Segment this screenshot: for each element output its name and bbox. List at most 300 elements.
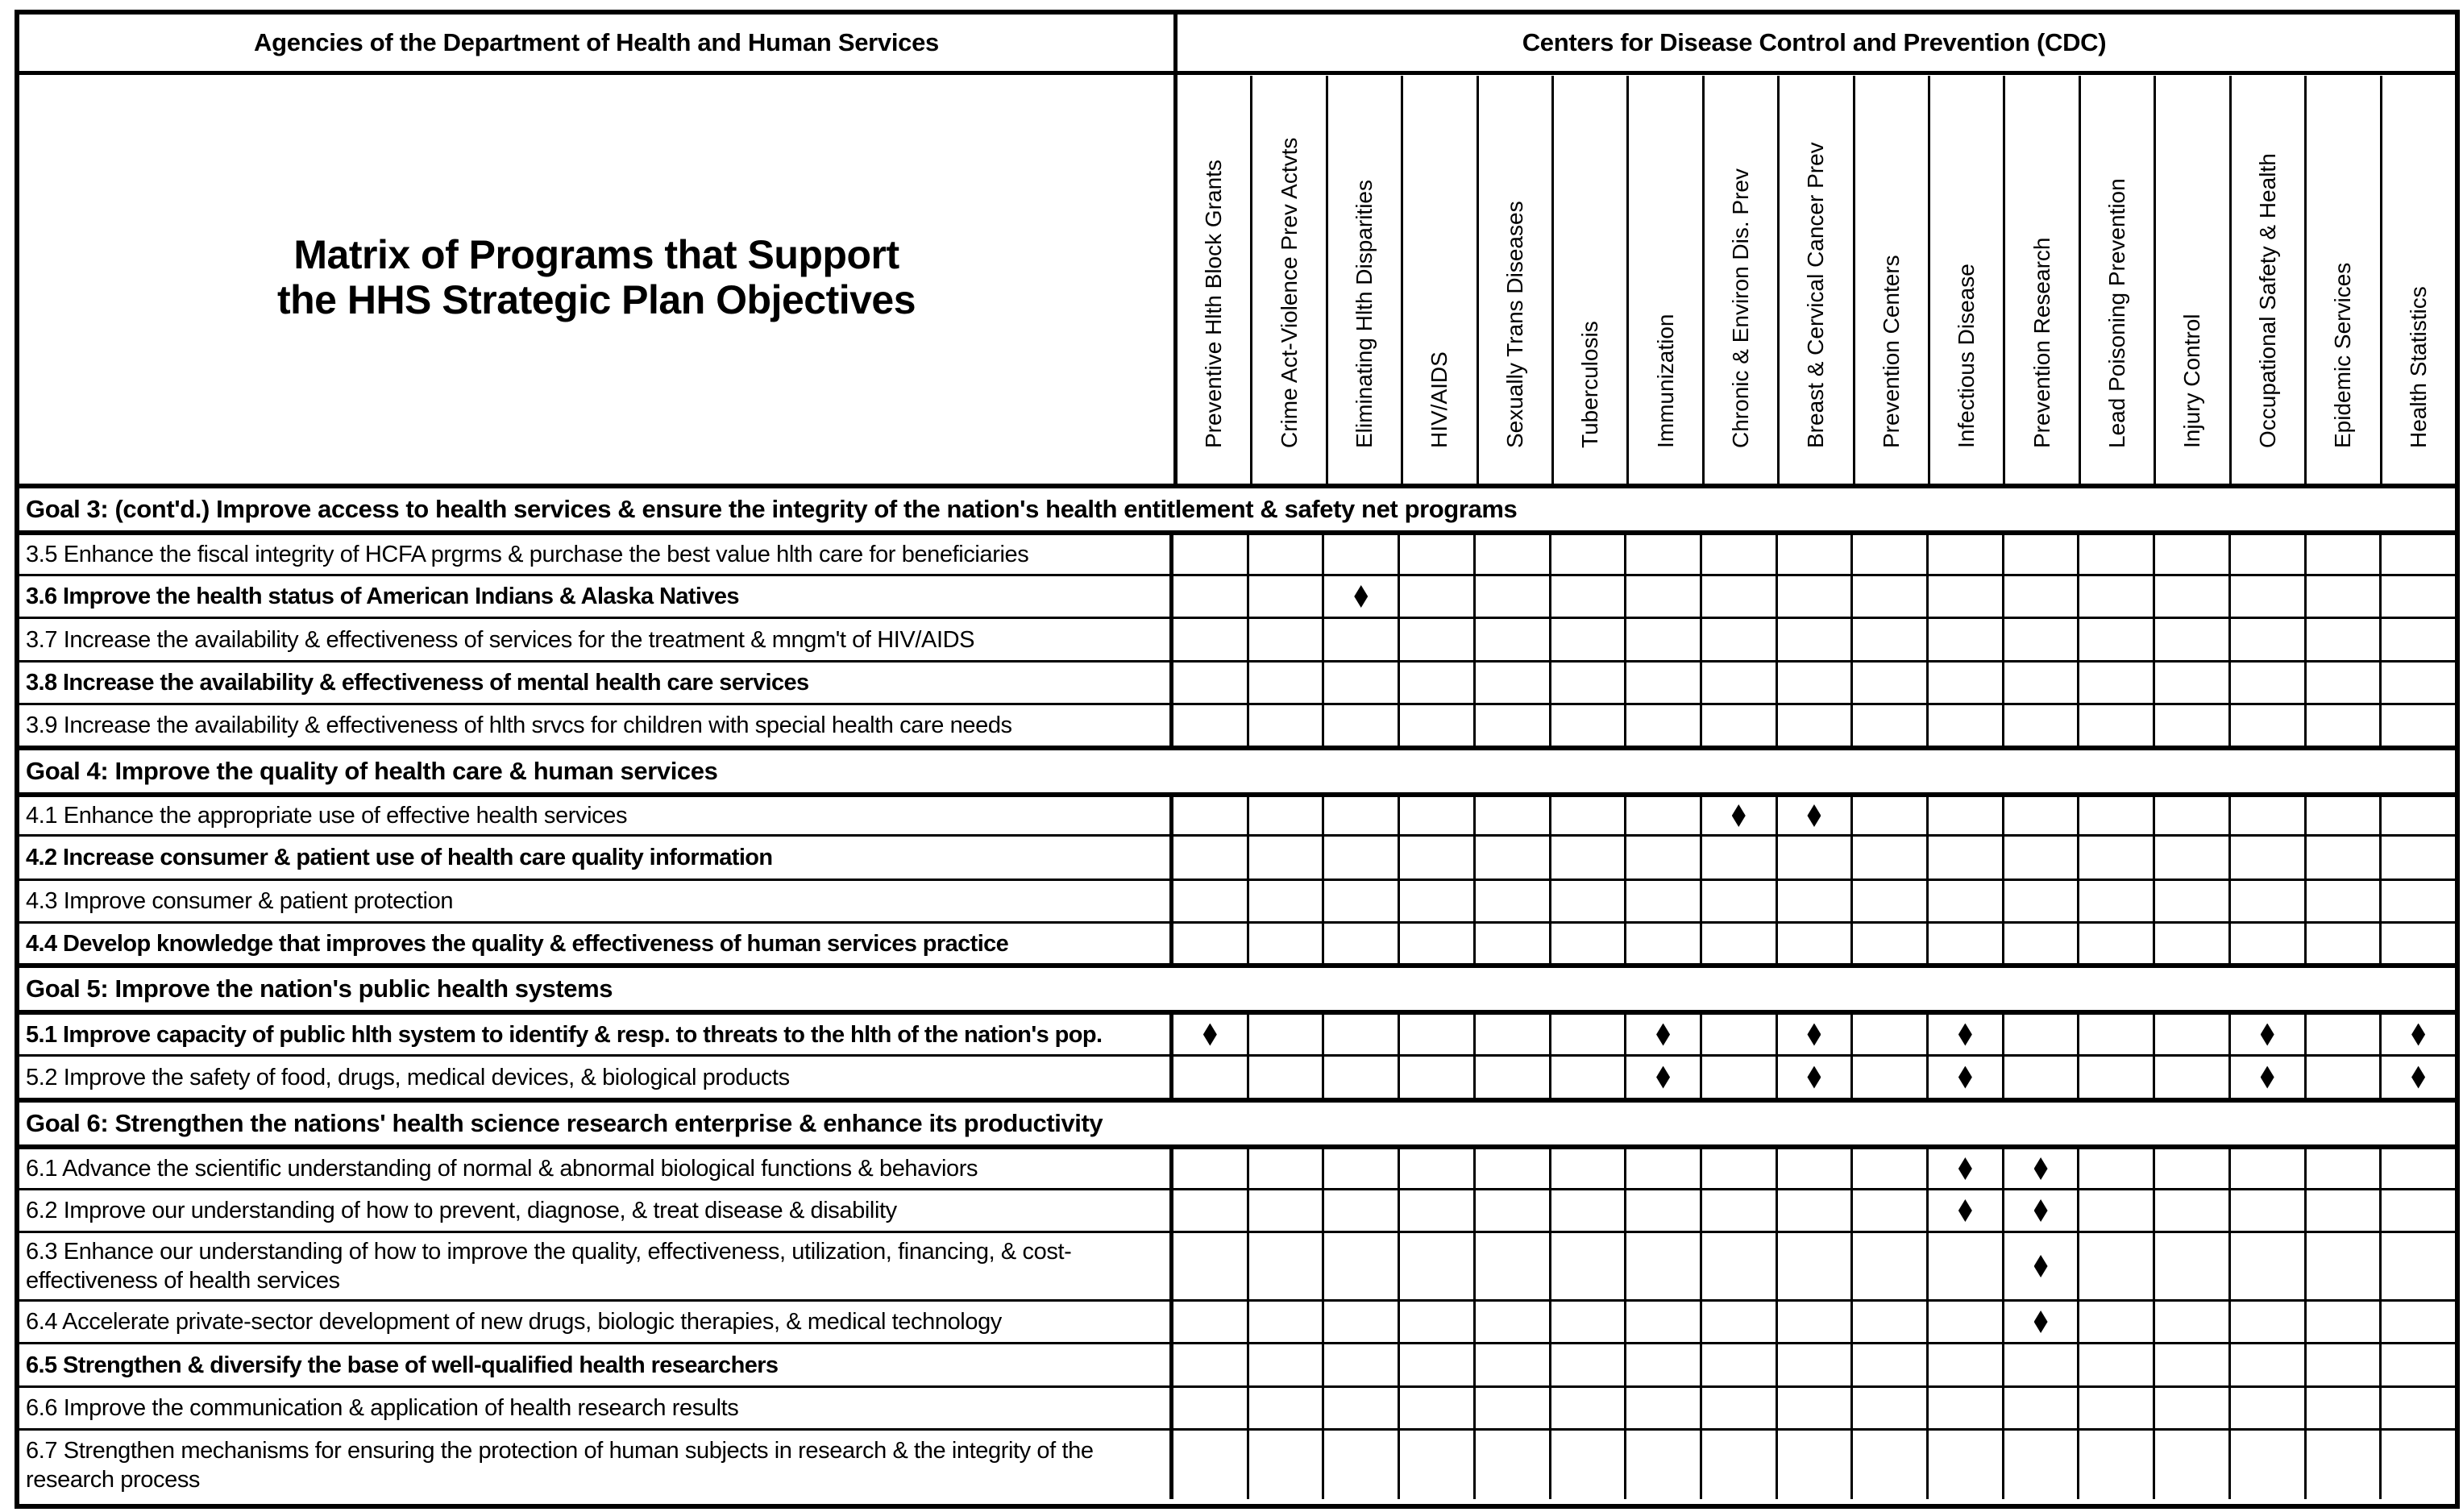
matrix-cell (1926, 881, 2002, 921)
objective-row (19, 1428, 2455, 1499)
matrix-cell (1776, 663, 1851, 703)
column-header-label: Health Statistics (2405, 286, 2431, 448)
diamond-icon (1958, 1024, 1972, 1046)
matrix-cell (1398, 535, 1473, 574)
matrix-cell (1473, 535, 1549, 574)
matrix-cell (1700, 705, 1776, 746)
matrix-cell (2153, 1015, 2228, 1054)
matrix-cell (1776, 881, 1851, 921)
matrix-cell (2077, 1431, 2153, 1499)
objective-row (19, 1144, 2455, 1188)
matrix-cell (2228, 1190, 2304, 1231)
matrix-cell (1398, 705, 1473, 746)
matrix-cell (2304, 1190, 2380, 1231)
objective-label: 6.6 Improve the communication & application of health research results (19, 1388, 1173, 1428)
matrix-cell (2304, 1302, 2380, 1342)
matrix-cell (1549, 663, 1625, 703)
matrix-cell (1322, 576, 1398, 617)
matrix-cell (1398, 1388, 1473, 1428)
matrix-title-line2: the HHS Strategic Plan Objectives (276, 277, 916, 322)
matrix-cell (2153, 1431, 2228, 1499)
matrix-cell (2002, 1344, 2078, 1385)
matrix-cell (1247, 1057, 1323, 1098)
matrix-cell (1776, 1344, 1851, 1385)
matrix-cell (1398, 1431, 1473, 1499)
objective-label: 3.8 Increase the availability & effectiveness of mental health care services (19, 663, 1173, 703)
cdc-header: Centers for Disease Control and Prevention (CDC) (1522, 28, 2107, 56)
matrix-cell (2228, 1388, 2304, 1428)
matrix-cell (2002, 1388, 2078, 1428)
matrix-cell (2153, 1233, 2228, 1299)
matrix-cell (1398, 1233, 1473, 1299)
matrix-cell (2153, 837, 2228, 879)
matrix-cell (1850, 1302, 1926, 1342)
diamond-icon (2411, 1066, 2425, 1089)
column-header-label: Tuberculosis (1577, 321, 1603, 448)
matrix-cell (1926, 1388, 2002, 1428)
column-header (1853, 76, 1928, 484)
matrix-cell (1247, 1149, 1323, 1188)
matrix-cell (1549, 797, 1625, 834)
matrix-cell (1549, 1149, 1625, 1188)
matrix-cell (1173, 881, 1247, 921)
matrix-cell (1624, 1057, 1700, 1098)
objective-row (19, 879, 2455, 921)
matrix-cell (1173, 1057, 1247, 1098)
matrix-cell (2379, 1302, 2455, 1342)
matrix-cell (1173, 576, 1247, 617)
matrix-cell (1247, 1344, 1323, 1385)
matrix-title-line1: Matrix of Programs that Support (293, 232, 899, 277)
matrix-cell (2228, 1431, 2304, 1499)
objective-row (19, 792, 2455, 834)
matrix-cell (1624, 881, 1700, 921)
matrix-cell (1776, 797, 1851, 834)
matrix-cell (1850, 1431, 1926, 1499)
matrix-cell (2153, 924, 2228, 963)
matrix-cell (2304, 924, 2380, 963)
matrix-cell (1398, 797, 1473, 834)
column-header (1702, 76, 1777, 484)
header-divider (19, 71, 2455, 75)
objective-label: 4.4 Develop knowledge that improves the quality & effectiveness of human services practice (19, 924, 1173, 963)
matrix-cell (2077, 1190, 2153, 1231)
column-header (1178, 76, 1250, 484)
column-header-label: Occupational Safety & Health (2254, 153, 2280, 448)
matrix-cell (1850, 705, 1926, 746)
matrix-cell (2228, 1233, 2304, 1299)
objective-label: 5.2 Improve the safety of food, drugs, medical devices, & biological products (19, 1057, 1173, 1098)
matrix-cell (1247, 576, 1323, 617)
matrix-title (19, 232, 1173, 322)
diamond-icon (1958, 1066, 1972, 1089)
matrix-cell (2002, 1015, 2078, 1054)
diamond-icon (2034, 1311, 2048, 1333)
matrix-cell (1549, 619, 1625, 660)
goal-header: Goal 5: Improve the nation's public health systems (19, 963, 2455, 1010)
matrix-cell (1776, 1149, 1851, 1188)
matrix-cell (1322, 1149, 1398, 1188)
objective-label: 6.2 Improve our understanding of how to prevent, diagnose, & treat disease & disability (19, 1190, 1173, 1231)
diamond-icon (1958, 1199, 1972, 1222)
program-cells (1173, 1057, 2455, 1098)
program-cells (1173, 837, 2455, 879)
diamond-icon (1656, 1066, 1670, 1089)
matrix-cell (2228, 705, 2304, 746)
matrix-cell (1850, 576, 1926, 617)
matrix-cell (1624, 1149, 1700, 1188)
matrix-cell (2379, 1233, 2455, 1299)
program-cells (1173, 797, 2455, 834)
diamond-icon (2411, 1024, 2425, 1046)
program-cells (1173, 881, 2455, 921)
matrix-cell (2077, 535, 2153, 574)
objective-label: 3.6 Improve the health status of American Indians & Alaska Natives (19, 576, 1173, 617)
matrix-cell (2228, 1057, 2304, 1098)
matrix-cell (1700, 1057, 1776, 1098)
goal-header: Goal 3: (cont'd.) Improve access to health services & ensure the integrity of the nation's health entitlement & safety net programs (19, 484, 2455, 530)
matrix-cell (2228, 619, 2304, 660)
matrix-cell (2228, 1015, 2304, 1054)
matrix-cell (2153, 1057, 2228, 1098)
matrix-cell (1247, 881, 1323, 921)
matrix-cell (2153, 1302, 2228, 1342)
objective-row (19, 703, 2455, 746)
matrix-cell (1247, 663, 1323, 703)
diamond-icon (1958, 1157, 1972, 1180)
program-cells (1173, 1149, 2455, 1188)
matrix-cell (2379, 619, 2455, 660)
column-header (2304, 76, 2379, 484)
matrix-cell (2304, 881, 2380, 921)
matrix-cell (1549, 1015, 1625, 1054)
matrix-cell (1926, 1431, 2002, 1499)
matrix-cell (1173, 705, 1247, 746)
matrix-cell (1776, 1431, 1851, 1499)
matrix-cell (2077, 837, 2153, 879)
matrix-cell (2304, 535, 2380, 574)
agencies-header: Agencies of the Department of Health and Human Services (254, 28, 939, 56)
matrix-cell (1398, 1057, 1473, 1098)
diamond-icon (1807, 1024, 1821, 1046)
matrix-cell (2304, 576, 2380, 617)
matrix-cell (1926, 705, 2002, 746)
matrix-cell (2002, 924, 2078, 963)
matrix-cell (1173, 837, 1247, 879)
program-cells (1173, 1233, 2455, 1299)
matrix-cell (2002, 663, 2078, 703)
matrix-cell (1850, 837, 1926, 879)
matrix-cell (1322, 1388, 1398, 1428)
matrix-cell (1850, 1190, 1926, 1231)
objective-row (19, 1299, 2455, 1342)
matrix-cell (1549, 1302, 1625, 1342)
matrix-cell (1247, 837, 1323, 879)
matrix-cell (2304, 1431, 2380, 1499)
column-header-label: HIV/AIDS (1427, 351, 1452, 448)
matrix-cell (1776, 837, 1851, 879)
matrix-cell (1700, 1344, 1776, 1385)
matrix-cell (1850, 619, 1926, 660)
column-header-label: Prevention Centers (1878, 255, 1904, 448)
column-header (1777, 76, 1852, 484)
matrix-cell (1700, 663, 1776, 703)
matrix-cell (1398, 837, 1473, 879)
matrix-cell (1322, 1057, 1398, 1098)
matrix-cell (1624, 1015, 1700, 1054)
matrix-cell (1398, 1015, 1473, 1054)
matrix-cell (1624, 619, 1700, 660)
diamond-icon (1203, 1024, 1217, 1046)
column-header-label: Breast & Cervical Cancer Prev (1803, 142, 1829, 448)
matrix-cell (1473, 1431, 1549, 1499)
matrix-cell (1776, 576, 1851, 617)
matrix-cell (2379, 1431, 2455, 1499)
matrix-cell (1398, 1344, 1473, 1385)
matrix-cell (1473, 797, 1549, 834)
matrix-cell (1624, 1233, 1700, 1299)
matrix-cell (1322, 1344, 1398, 1385)
matrix-cell (1247, 619, 1323, 660)
matrix-cell (1700, 1431, 1776, 1499)
matrix-cell (1549, 1431, 1625, 1499)
matrix-cell (1850, 1233, 1926, 1299)
column-header (1928, 76, 2003, 484)
matrix-cell (1776, 1233, 1851, 1299)
matrix-cell (2077, 1233, 2153, 1299)
objective-label: 6.1 Advance the scientific understanding of normal & abnormal biological functions & behaviors (19, 1149, 1173, 1188)
matrix-cell (2077, 663, 2153, 703)
objective-label: 6.5 Strengthen & diversify the base of well-qualified health researchers (19, 1344, 1173, 1385)
matrix-cell (1549, 1190, 1625, 1231)
matrix-cell (1473, 1344, 1549, 1385)
matrix-cell (2379, 705, 2455, 746)
matrix-cell (2379, 1015, 2455, 1054)
objective-row (19, 1342, 2455, 1385)
column-header (1401, 76, 1476, 484)
matrix-cell (1398, 1302, 1473, 1342)
program-cells (1173, 619, 2455, 660)
matrix-cell (1173, 535, 1247, 574)
matrix-cell (1776, 1015, 1851, 1054)
matrix-cell (1322, 705, 1398, 746)
matrix-cell (1173, 797, 1247, 834)
matrix-cell (2002, 837, 2078, 879)
program-cells (1173, 924, 2455, 963)
matrix-cell (1850, 663, 1926, 703)
column-header (2229, 76, 2304, 484)
objective-row (19, 574, 2455, 617)
matrix-cell (1776, 1057, 1851, 1098)
matrix-cell (2379, 663, 2455, 703)
objective-label: 5.1 Improve capacity of public hlth system to identify & resp. to threats to the hlth of the nation's pop. (19, 1015, 1173, 1054)
program-cells (1173, 535, 2455, 574)
matrix-cell (1926, 1057, 2002, 1098)
program-cells (1173, 705, 2455, 746)
matrix-cell (1473, 1057, 1549, 1098)
matrix-cell (1549, 1233, 1625, 1299)
objective-label: 6.4 Accelerate private-sector development of new drugs, biologic therapies, & medical technology (19, 1302, 1173, 1342)
matrix-cell (2002, 576, 2078, 617)
matrix-cell (1776, 1388, 1851, 1428)
goal-header: Goal 6: Strengthen the nations' health science research enterprise & enhance its productivity (19, 1098, 2455, 1144)
objective-label: 4.2 Increase consumer & patient use of health care quality information (19, 837, 1173, 879)
matrix-cell (2002, 1302, 2078, 1342)
matrix-cell (2153, 619, 2228, 660)
matrix-cell (1700, 619, 1776, 660)
column-header (1551, 76, 1626, 484)
matrix-cell (2228, 1149, 2304, 1188)
matrix-cell (2077, 881, 2153, 921)
matrix-cell (1247, 1190, 1323, 1231)
matrix-cell (2077, 1015, 2153, 1054)
matrix-cell (1850, 1057, 1926, 1098)
matrix-cell (2379, 881, 2455, 921)
matrix-cell (2077, 576, 2153, 617)
matrix-cell (1473, 1149, 1549, 1188)
matrix-cell (1549, 1344, 1625, 1385)
matrix-cell (2002, 619, 2078, 660)
matrix-cell (1926, 924, 2002, 963)
matrix-cell (1926, 1190, 2002, 1231)
matrix-cell (1322, 535, 1398, 574)
objective-row (19, 530, 2455, 574)
program-column-headers (1178, 76, 2455, 484)
matrix-cell (1850, 1015, 1926, 1054)
matrix-cell (1926, 1015, 2002, 1054)
column-header-label: Epidemic Services (2330, 262, 2356, 448)
matrix-cell (1624, 924, 1700, 963)
matrix-cell (1549, 535, 1625, 574)
matrix-cell (2002, 881, 2078, 921)
column-header-label: Preventive Hlth Block Grants (1201, 160, 1227, 448)
matrix-cell (2077, 1057, 2153, 1098)
matrix-cell (1700, 881, 1776, 921)
objective-label: 4.3 Improve consumer & patient protection (19, 881, 1173, 921)
matrix-cell (2379, 1388, 2455, 1428)
matrix-cell (2228, 881, 2304, 921)
program-cells (1173, 1344, 2455, 1385)
matrix-cell (1776, 535, 1851, 574)
matrix-cell (1322, 1233, 1398, 1299)
matrix-cell (2379, 1149, 2455, 1188)
objective-row (19, 660, 2455, 703)
matrix-cell (1322, 797, 1398, 834)
matrix-cell (1926, 1233, 2002, 1299)
matrix-cell (1398, 1190, 1473, 1231)
matrix-cell (2379, 576, 2455, 617)
matrix-cell (1173, 1233, 1247, 1299)
column-header (1477, 76, 1551, 484)
matrix-cell (1247, 924, 1323, 963)
objective-label: 6.7 Strengthen mechanisms for ensuring the protection of human subjects in research & the integrity of the research process (19, 1431, 1173, 1499)
matrix-cell (1173, 1149, 1247, 1188)
objective-row (19, 1231, 2455, 1299)
matrix-cell (1926, 535, 2002, 574)
matrix-cell (1473, 881, 1549, 921)
matrix-cell (2077, 1388, 2153, 1428)
matrix-cell (1549, 924, 1625, 963)
matrix-cell (1173, 1388, 1247, 1428)
diamond-icon (2261, 1066, 2274, 1089)
matrix-cell (2379, 535, 2455, 574)
matrix-cell (2153, 881, 2228, 921)
column-header (2380, 76, 2455, 484)
matrix-cell (2153, 1388, 2228, 1428)
objective-row (19, 1054, 2455, 1098)
matrix-cell (2153, 705, 2228, 746)
matrix-cell (1173, 1190, 1247, 1231)
diamond-icon (2034, 1199, 2048, 1222)
column-header-label: Eliminating Hlth Disparities (1352, 179, 1377, 448)
matrix-cell (1624, 705, 1700, 746)
matrix-cell (2228, 576, 2304, 617)
matrix-cell (1473, 1015, 1549, 1054)
matrix-cell (1624, 1431, 1700, 1499)
matrix-cell (2002, 797, 2078, 834)
column-header-label: Prevention Research (2029, 237, 2054, 448)
matrix-cell (2077, 619, 2153, 660)
objective-row (19, 1188, 2455, 1231)
matrix-cell (1398, 924, 1473, 963)
matrix-cell (1700, 1233, 1776, 1299)
matrix-cell (1473, 663, 1549, 703)
matrix-cell (1549, 1388, 1625, 1428)
matrix-cell (2304, 1057, 2380, 1098)
matrix-cell (1624, 797, 1700, 834)
program-cells (1173, 663, 2455, 703)
matrix-cell (1624, 1388, 1700, 1428)
objective-row (19, 834, 2455, 879)
matrix-cell (1624, 663, 1700, 703)
matrix-cell (2304, 1388, 2380, 1428)
matrix-cell (1173, 663, 1247, 703)
matrix-cell (1473, 924, 1549, 963)
matrix-cell (1624, 837, 1700, 879)
matrix-cell (1926, 837, 2002, 879)
objective-row (19, 617, 2455, 660)
matrix-cell (2153, 576, 2228, 617)
matrix-cell (1700, 576, 1776, 617)
matrix-cell (2077, 924, 2153, 963)
matrix-cell (1926, 797, 2002, 834)
matrix-cell (2379, 1344, 2455, 1385)
column-header-label: Crime Act-Violence Prev Actvts (1276, 137, 1302, 448)
matrix-cell (1700, 837, 1776, 879)
matrix-cell (2304, 797, 2380, 834)
matrix-cell (1850, 881, 1926, 921)
matrix-cell (1926, 576, 2002, 617)
matrix-cell (1700, 1388, 1776, 1428)
matrix-cell (1322, 1431, 1398, 1499)
matrix-cell (1624, 576, 1700, 617)
column-header (1626, 76, 1701, 484)
matrix-cell (2153, 1344, 2228, 1385)
matrix-cell (1700, 924, 1776, 963)
column-header (1250, 76, 1325, 484)
matrix-cell (1473, 837, 1549, 879)
matrix-cell (2304, 705, 2380, 746)
matrix-cell (1850, 797, 1926, 834)
matrix-cell (1247, 705, 1323, 746)
matrix-cell (2228, 1344, 2304, 1385)
matrix-cell (1700, 1190, 1776, 1231)
diamond-icon (2034, 1255, 2048, 1277)
matrix-cell (1549, 837, 1625, 879)
matrix-cell (1322, 881, 1398, 921)
diamond-icon (2261, 1024, 2274, 1046)
matrix-cell (1700, 1149, 1776, 1188)
